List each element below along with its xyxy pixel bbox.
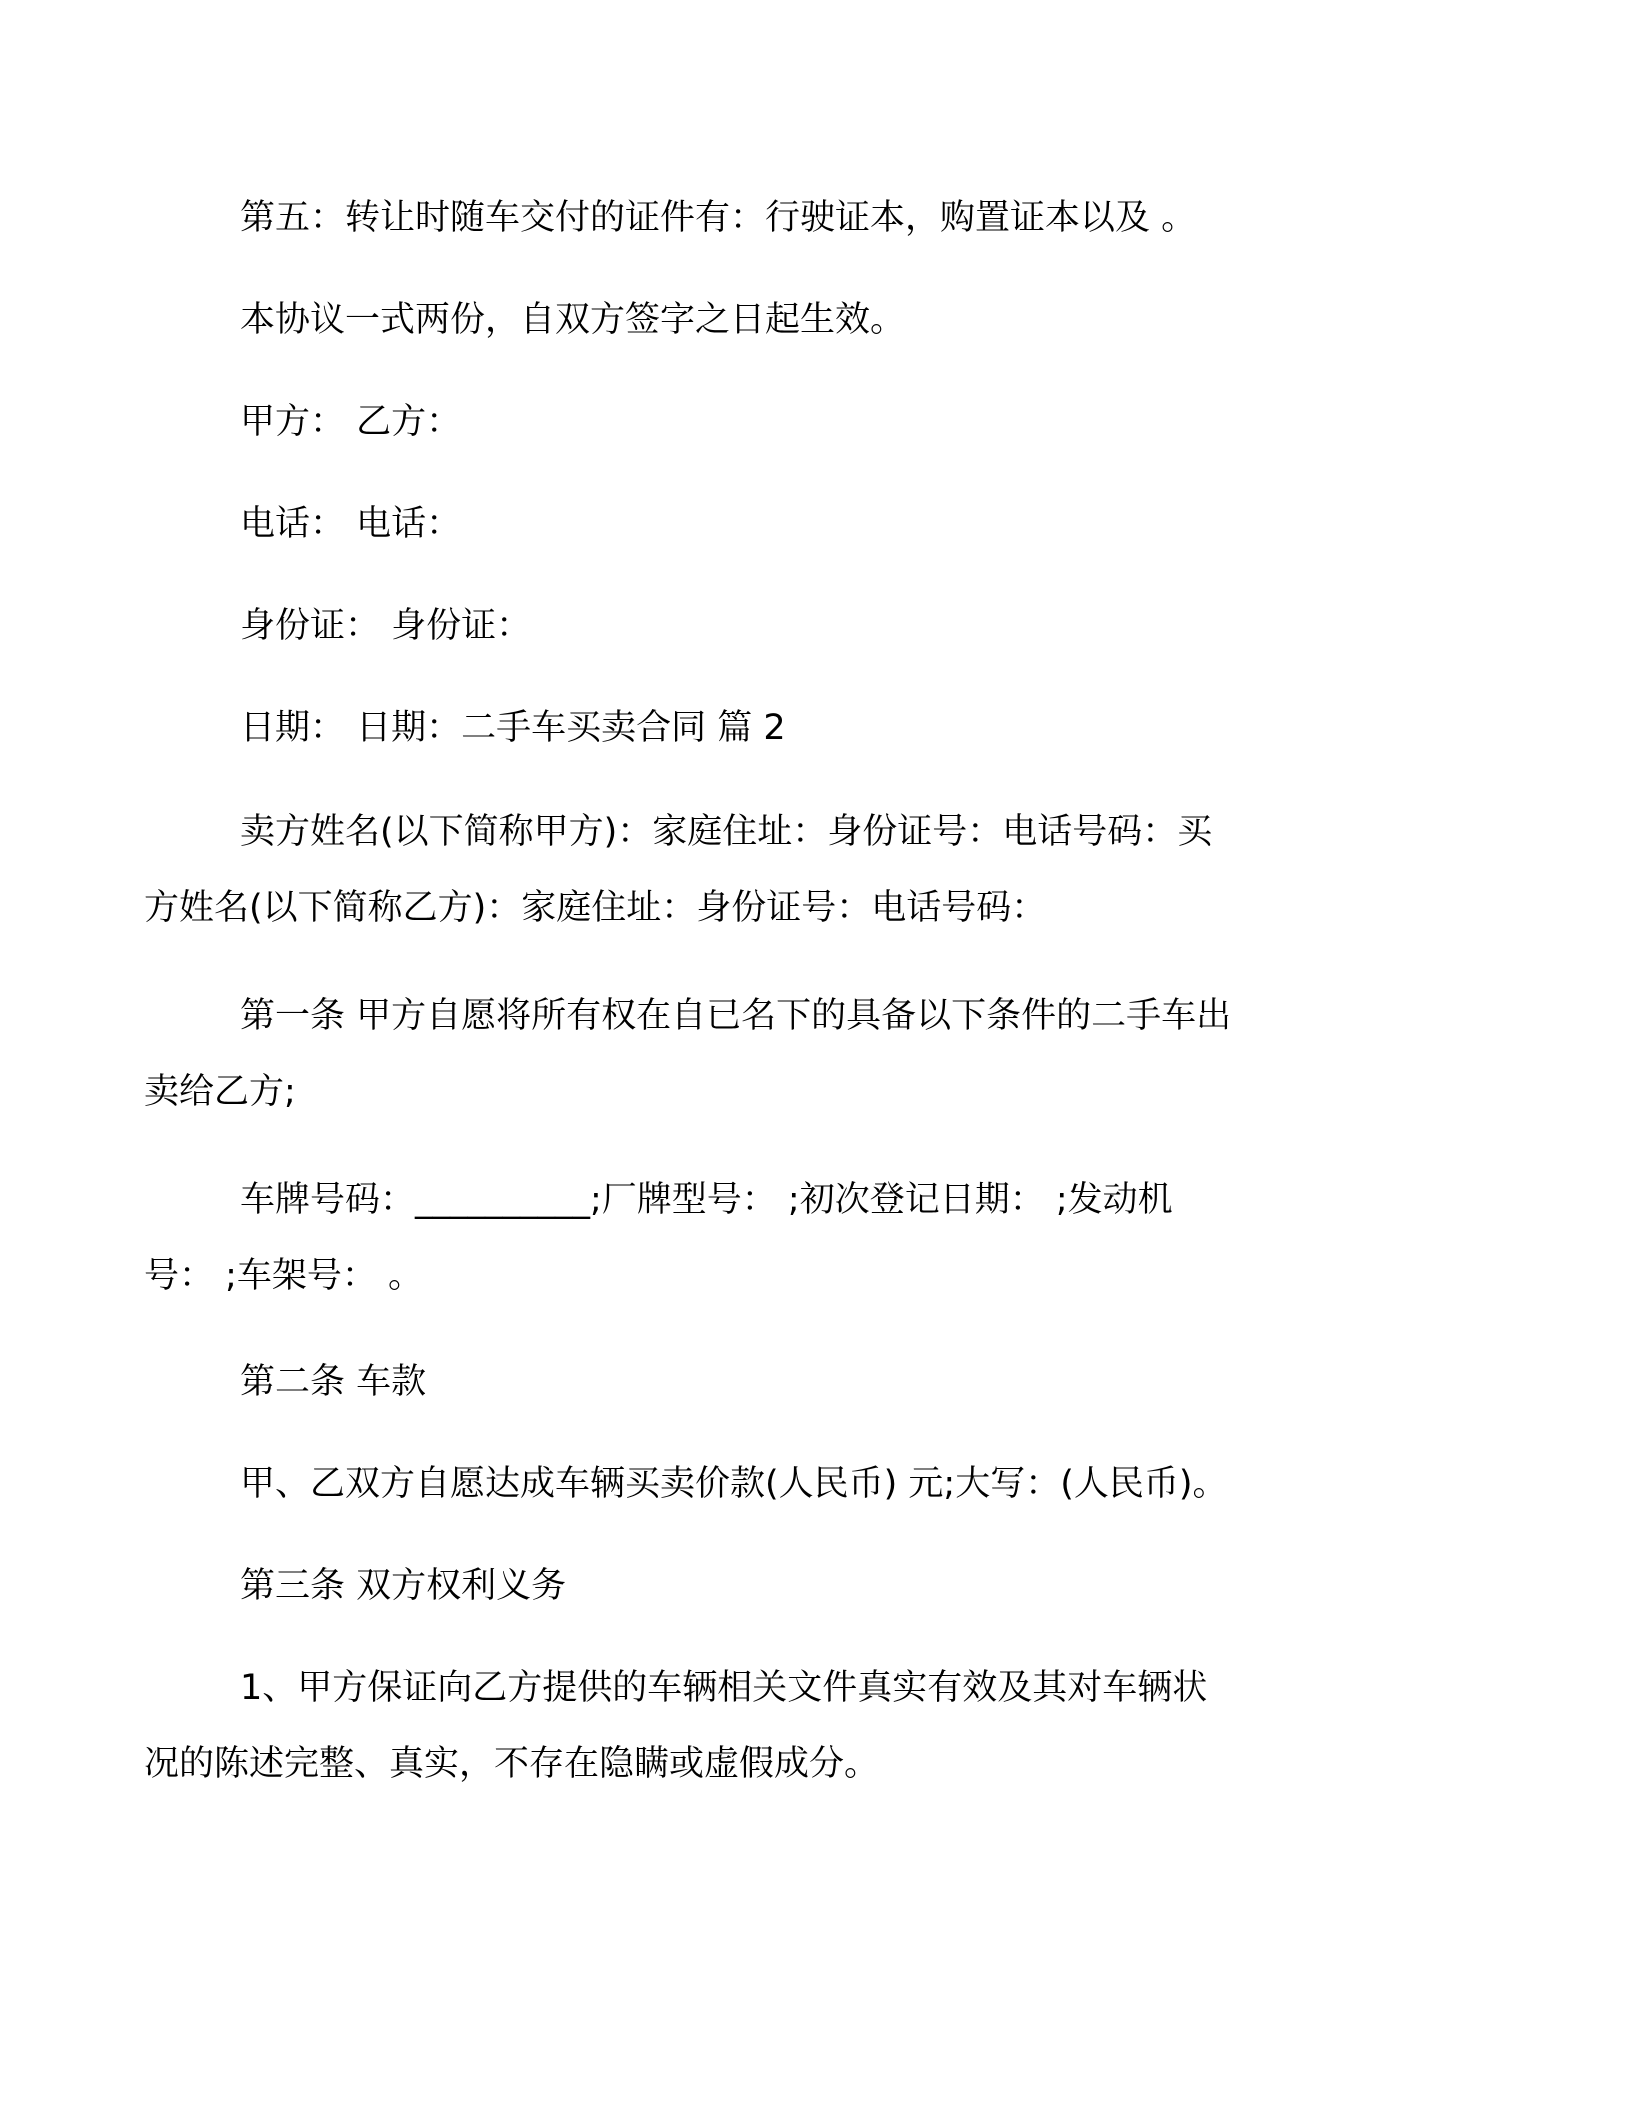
paragraph-line: 1、甲方保证向乙方提供的车辆相关文件真实有效及其对车辆状 — [240, 1668, 1208, 1708]
paragraph-party-names — [240, 384, 1390, 460]
paragraph-agreement-copies — [240, 282, 1390, 358]
paragraph-line: 日期： 日期：二手车买卖合同 篇 2 — [240, 708, 786, 748]
paragraph-line: 车牌号码：__________;厂牌型号： ;初次登记日期： ;发动机 — [240, 1180, 1173, 1220]
paragraph-line: 况的陈述完整、真实，不存在隐瞒或虚假成分。 — [144, 1744, 880, 1784]
paragraph-phones — [240, 486, 1390, 562]
paragraph-vehicle-details — [144, 1162, 1390, 1314]
paragraph-line: 甲、乙双方自愿达成车辆买卖价款(人民币) 元;大写：(人民币)。 — [240, 1464, 1228, 1504]
paragraph-line: 本协议一式两份，自双方签字之日起生效。 — [240, 300, 906, 340]
paragraph-line: 第五：转让时随车交付的证件有：行驶证本，购置证本以及 。 — [240, 198, 1197, 238]
paragraph-line: 电话： 电话： — [240, 504, 462, 544]
paragraph-line: 甲方： 乙方： — [240, 402, 462, 442]
paragraph-article-two — [240, 1344, 1390, 1420]
paragraph-seller-buyer-info — [144, 794, 1390, 946]
paragraph-line: 第二条 车款 — [240, 1362, 427, 1402]
paragraph-line: 号： ;车架号： 。 — [144, 1256, 424, 1296]
paragraph-line: 第三条 双方权利义务 — [240, 1566, 567, 1606]
paragraph-price — [240, 1446, 1390, 1522]
paragraph-line: 卖给乙方; — [144, 1072, 296, 1112]
paragraph-line: 方姓名(以下简称乙方)：家庭住址：身份证号：电话号码： — [144, 888, 1047, 928]
paragraph-article-three — [240, 1548, 1390, 1624]
paragraph-article-one — [144, 978, 1390, 1130]
paragraph-line: 身份证： 身份证： — [240, 606, 532, 646]
paragraph-line: 卖方姓名(以下简称甲方)：家庭住址：身份证号：电话号码：买 — [240, 812, 1213, 852]
paragraph-line: 第一条 甲方自愿将所有权在自已名下的具备以下条件的二手车出 — [240, 996, 1232, 1036]
paragraph-id-cards — [240, 588, 1390, 664]
paragraph-documents-handover — [240, 180, 1390, 256]
paragraph-seller-guarantee — [144, 1650, 1390, 1802]
paragraph-dates-and-title — [240, 690, 1390, 766]
